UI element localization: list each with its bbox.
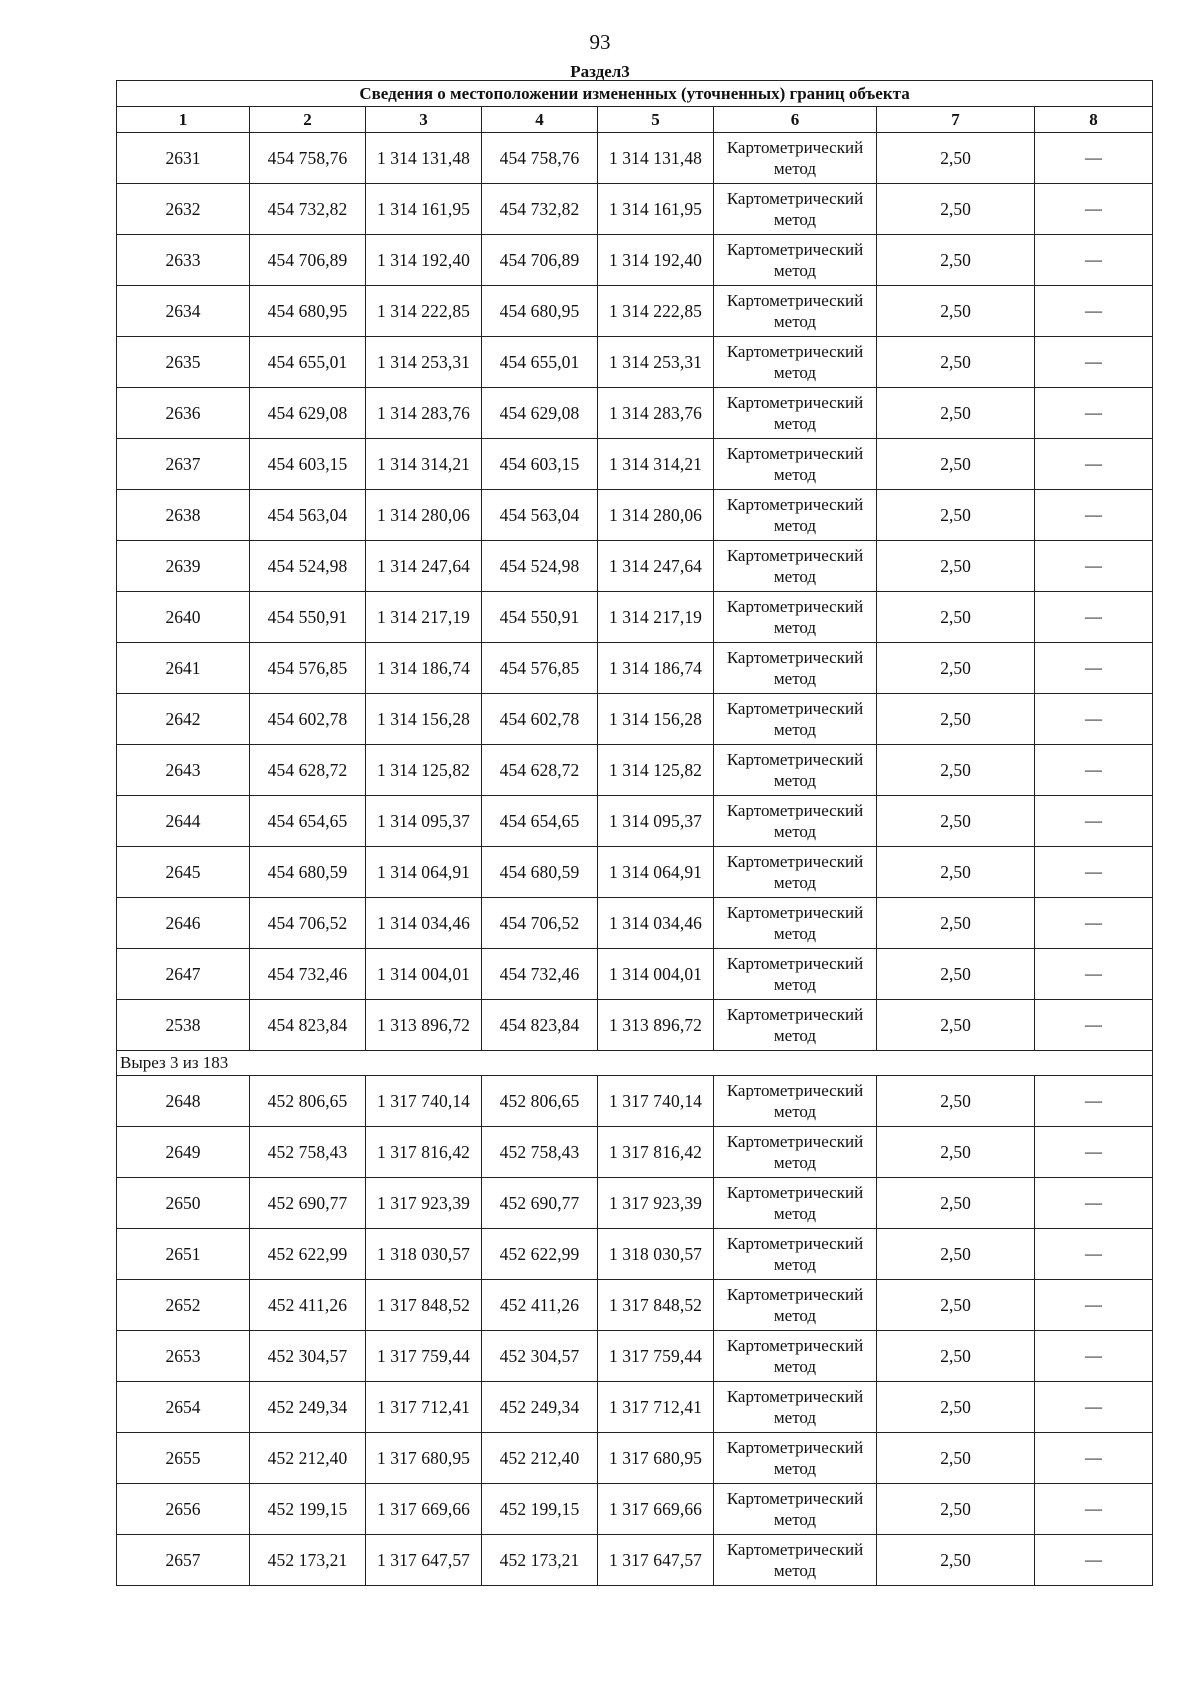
- x-new-cell: 454 563,04: [482, 490, 598, 541]
- point-number-cell: 2633: [117, 235, 250, 286]
- accuracy-cell: 2,50: [877, 643, 1035, 694]
- point-number-cell: 2635: [117, 337, 250, 388]
- y-new-cell: 1 314 131,48: [598, 133, 714, 184]
- x-new-cell: 454 758,76: [482, 133, 598, 184]
- y-new-cell: 1 317 816,42: [598, 1127, 714, 1178]
- point-number-cell: 2538: [117, 1000, 250, 1051]
- method-cell: Картометрический метод: [714, 439, 877, 490]
- accuracy-cell: 2,50: [877, 949, 1035, 1000]
- accuracy-cell: 2,50: [877, 1382, 1035, 1433]
- method-cell: Картометрический метод: [714, 133, 877, 184]
- y-existing-cell: 1 317 816,42: [366, 1127, 482, 1178]
- x-existing-cell: 454 680,59: [250, 847, 366, 898]
- y-existing-cell: 1 314 222,85: [366, 286, 482, 337]
- x-existing-cell: 454 524,98: [250, 541, 366, 592]
- y-existing-cell: 1 317 740,14: [366, 1076, 482, 1127]
- x-existing-cell: 454 654,65: [250, 796, 366, 847]
- y-new-cell: 1 314 247,64: [598, 541, 714, 592]
- column-number-3: 3: [366, 107, 482, 133]
- table-row: [117, 235, 1153, 286]
- accuracy-cell: 2,50: [877, 490, 1035, 541]
- accuracy-cell: 2,50: [877, 388, 1035, 439]
- x-new-cell: 452 173,21: [482, 1535, 598, 1586]
- y-existing-cell: 1 314 186,74: [366, 643, 482, 694]
- accuracy-cell: 2,50: [877, 694, 1035, 745]
- y-new-cell: 1 314 217,19: [598, 592, 714, 643]
- point-number-cell: 2645: [117, 847, 250, 898]
- accuracy-cell: 2,50: [877, 1433, 1035, 1484]
- x-new-cell: 454 628,72: [482, 745, 598, 796]
- accuracy-cell: 2,50: [877, 133, 1035, 184]
- table-row: [117, 1178, 1153, 1229]
- x-new-cell: 452 758,43: [482, 1127, 598, 1178]
- y-new-cell: 1 317 923,39: [598, 1178, 714, 1229]
- x-new-cell: 454 654,65: [482, 796, 598, 847]
- point-number-cell: 2651: [117, 1229, 250, 1280]
- y-new-cell: 1 314 253,31: [598, 337, 714, 388]
- table-row: [117, 1535, 1153, 1586]
- x-new-cell: 454 680,95: [482, 286, 598, 337]
- point-number-cell: 2632: [117, 184, 250, 235]
- point-number-cell: 2644: [117, 796, 250, 847]
- x-existing-cell: 454 680,95: [250, 286, 366, 337]
- table-row: [117, 1076, 1153, 1127]
- x-existing-cell: 452 304,57: [250, 1331, 366, 1382]
- y-new-cell: 1 314 222,85: [598, 286, 714, 337]
- group-label-row: [117, 1051, 1153, 1076]
- method-cell: Картометрический метод: [714, 1127, 877, 1178]
- x-existing-cell: 452 199,15: [250, 1484, 366, 1535]
- x-new-cell: 454 603,15: [482, 439, 598, 490]
- method-cell: Картометрический метод: [714, 694, 877, 745]
- method-cell: Картометрический метод: [714, 745, 877, 796]
- column-number-4: 4: [482, 107, 598, 133]
- description-cell: —: [1035, 1484, 1153, 1535]
- x-existing-cell: 452 690,77: [250, 1178, 366, 1229]
- y-existing-cell: 1 317 848,52: [366, 1280, 482, 1331]
- y-new-cell: 1 314 095,37: [598, 796, 714, 847]
- table-row: [117, 388, 1153, 439]
- y-new-cell: 1 314 064,91: [598, 847, 714, 898]
- point-number-cell: 2636: [117, 388, 250, 439]
- accuracy-cell: 2,50: [877, 592, 1035, 643]
- point-number-cell: 2642: [117, 694, 250, 745]
- y-new-cell: 1 314 186,74: [598, 643, 714, 694]
- x-new-cell: 454 550,91: [482, 592, 598, 643]
- point-number-cell: 2654: [117, 1382, 250, 1433]
- method-cell: Картометрический метод: [714, 1535, 877, 1586]
- method-cell: Картометрический метод: [714, 847, 877, 898]
- description-cell: —: [1035, 949, 1153, 1000]
- description-cell: —: [1035, 694, 1153, 745]
- table-row: [117, 1280, 1153, 1331]
- point-number-cell: 2653: [117, 1331, 250, 1382]
- section-title: Раздел3: [570, 62, 630, 81]
- y-existing-cell: 1 317 647,57: [366, 1535, 482, 1586]
- method-cell: Картометрический метод: [714, 1229, 877, 1280]
- table-row: [117, 1382, 1153, 1433]
- description-cell: —: [1035, 490, 1153, 541]
- method-cell: Картометрический метод: [714, 796, 877, 847]
- y-new-cell: 1 317 680,95: [598, 1433, 714, 1484]
- table-row: [117, 337, 1153, 388]
- accuracy-cell: 2,50: [877, 337, 1035, 388]
- description-cell: —: [1035, 1433, 1153, 1484]
- accuracy-cell: 2,50: [877, 286, 1035, 337]
- x-existing-cell: 454 823,84: [250, 1000, 366, 1051]
- accuracy-cell: 2,50: [877, 745, 1035, 796]
- accuracy-cell: 2,50: [877, 541, 1035, 592]
- x-new-cell: 454 576,85: [482, 643, 598, 694]
- x-existing-cell: 452 249,34: [250, 1382, 366, 1433]
- table-row: [117, 592, 1153, 643]
- method-cell: Картометрический метод: [714, 337, 877, 388]
- table-row: [117, 949, 1153, 1000]
- accuracy-cell: 2,50: [877, 1484, 1035, 1535]
- page-number: 93: [589, 30, 611, 54]
- table-row: [117, 1433, 1153, 1484]
- table-row: [117, 541, 1153, 592]
- description-cell: —: [1035, 847, 1153, 898]
- table-row: [117, 439, 1153, 490]
- y-existing-cell: 1 314 034,46: [366, 898, 482, 949]
- y-existing-cell: 1 314 314,21: [366, 439, 482, 490]
- y-existing-cell: 1 317 669,66: [366, 1484, 482, 1535]
- x-existing-cell: 454 576,85: [250, 643, 366, 694]
- x-new-cell: 454 602,78: [482, 694, 598, 745]
- description-cell: —: [1035, 1280, 1153, 1331]
- x-existing-cell: 452 411,26: [250, 1280, 366, 1331]
- column-number-6: 6: [714, 107, 877, 133]
- x-existing-cell: 454 655,01: [250, 337, 366, 388]
- table-row: [117, 286, 1153, 337]
- x-new-cell: 454 706,89: [482, 235, 598, 286]
- column-number-7: 7: [877, 107, 1035, 133]
- table-row: [117, 1127, 1153, 1178]
- accuracy-cell: 2,50: [877, 1280, 1035, 1331]
- column-number-5: 5: [598, 107, 714, 133]
- description-cell: —: [1035, 1127, 1153, 1178]
- accuracy-cell: 2,50: [877, 1331, 1035, 1382]
- y-existing-cell: 1 313 896,72: [366, 1000, 482, 1051]
- description-cell: —: [1035, 898, 1153, 949]
- column-number-8: 8: [1035, 107, 1153, 133]
- y-existing-cell: 1 318 030,57: [366, 1229, 482, 1280]
- description-cell: —: [1035, 439, 1153, 490]
- accuracy-cell: 2,50: [877, 1000, 1035, 1051]
- accuracy-cell: 2,50: [877, 235, 1035, 286]
- x-new-cell: 452 249,34: [482, 1382, 598, 1433]
- x-new-cell: 454 524,98: [482, 541, 598, 592]
- point-number-cell: 2656: [117, 1484, 250, 1535]
- y-existing-cell: 1 314 280,06: [366, 490, 482, 541]
- description-cell: —: [1035, 235, 1153, 286]
- boundary-coordinates-table: [116, 80, 1153, 1586]
- accuracy-cell: 2,50: [877, 1535, 1035, 1586]
- y-new-cell: 1 314 314,21: [598, 439, 714, 490]
- point-number-cell: 2650: [117, 1178, 250, 1229]
- description-cell: —: [1035, 133, 1153, 184]
- x-new-cell: 452 806,65: [482, 1076, 598, 1127]
- table-row: [117, 694, 1153, 745]
- method-cell: Картометрический метод: [714, 1000, 877, 1051]
- x-new-cell: 454 629,08: [482, 388, 598, 439]
- y-new-cell: 1 314 280,06: [598, 490, 714, 541]
- method-cell: Картометрический метод: [714, 1280, 877, 1331]
- y-existing-cell: 1 314 217,19: [366, 592, 482, 643]
- accuracy-cell: 2,50: [877, 439, 1035, 490]
- table-row: [117, 1229, 1153, 1280]
- method-cell: Картометрический метод: [714, 541, 877, 592]
- point-number-cell: 2652: [117, 1280, 250, 1331]
- x-new-cell: 452 622,99: [482, 1229, 598, 1280]
- description-cell: —: [1035, 541, 1153, 592]
- x-existing-cell: 454 550,91: [250, 592, 366, 643]
- y-existing-cell: 1 314 064,91: [366, 847, 482, 898]
- method-cell: Картометрический метод: [714, 490, 877, 541]
- description-cell: —: [1035, 796, 1153, 847]
- x-new-cell: 452 212,40: [482, 1433, 598, 1484]
- point-number-cell: 2646: [117, 898, 250, 949]
- y-existing-cell: 1 317 680,95: [366, 1433, 482, 1484]
- y-new-cell: 1 314 161,95: [598, 184, 714, 235]
- point-number-cell: 2634: [117, 286, 250, 337]
- description-cell: —: [1035, 286, 1153, 337]
- y-existing-cell: 1 317 712,41: [366, 1382, 482, 1433]
- description-cell: —: [1035, 1229, 1153, 1280]
- point-number-cell: 2639: [117, 541, 250, 592]
- x-existing-cell: 454 706,52: [250, 898, 366, 949]
- method-cell: Картометрический метод: [714, 1382, 877, 1433]
- point-number-cell: 2657: [117, 1535, 250, 1586]
- table-row: [117, 133, 1153, 184]
- accuracy-cell: 2,50: [877, 1076, 1035, 1127]
- y-existing-cell: 1 314 125,82: [366, 745, 482, 796]
- table-caption: Сведения о местоположении измененных (уточненных) границ объекта: [117, 81, 1153, 107]
- accuracy-cell: 2,50: [877, 1229, 1035, 1280]
- y-new-cell: 1 314 156,28: [598, 694, 714, 745]
- table-row: [117, 796, 1153, 847]
- x-new-cell: 454 823,84: [482, 1000, 598, 1051]
- table-body: [117, 133, 1153, 1586]
- y-new-cell: 1 314 004,01: [598, 949, 714, 1000]
- method-cell: Картометрический метод: [714, 1331, 877, 1382]
- y-new-cell: 1 313 896,72: [598, 1000, 714, 1051]
- x-existing-cell: 454 563,04: [250, 490, 366, 541]
- table-row: [117, 898, 1153, 949]
- method-cell: Картометрический метод: [714, 1433, 877, 1484]
- accuracy-cell: 2,50: [877, 1127, 1035, 1178]
- table-row: [117, 490, 1153, 541]
- x-new-cell: 452 690,77: [482, 1178, 598, 1229]
- accuracy-cell: 2,50: [877, 796, 1035, 847]
- method-cell: Картометрический метод: [714, 643, 877, 694]
- x-new-cell: 454 706,52: [482, 898, 598, 949]
- method-cell: Картометрический метод: [714, 388, 877, 439]
- column-number-2: 2: [250, 107, 366, 133]
- point-number-cell: 2647: [117, 949, 250, 1000]
- point-number-cell: 2648: [117, 1076, 250, 1127]
- x-existing-cell: 452 173,21: [250, 1535, 366, 1586]
- method-cell: Картометрический метод: [714, 949, 877, 1000]
- description-cell: —: [1035, 388, 1153, 439]
- table-row: [117, 643, 1153, 694]
- x-existing-cell: 452 758,43: [250, 1127, 366, 1178]
- table-row: [117, 1000, 1153, 1051]
- x-existing-cell: 452 622,99: [250, 1229, 366, 1280]
- method-cell: Картометрический метод: [714, 1076, 877, 1127]
- group-label: Вырез 3 из 183: [117, 1051, 1153, 1076]
- y-new-cell: 1 314 125,82: [598, 745, 714, 796]
- x-existing-cell: 454 706,89: [250, 235, 366, 286]
- y-new-cell: 1 318 030,57: [598, 1229, 714, 1280]
- y-existing-cell: 1 314 247,64: [366, 541, 482, 592]
- description-cell: —: [1035, 1382, 1153, 1433]
- column-number-row: [117, 107, 1153, 133]
- table-row: [117, 1331, 1153, 1382]
- x-existing-cell: 454 603,15: [250, 439, 366, 490]
- accuracy-cell: 2,50: [877, 847, 1035, 898]
- x-existing-cell: 454 602,78: [250, 694, 366, 745]
- x-existing-cell: 454 732,82: [250, 184, 366, 235]
- method-cell: Картометрический метод: [714, 898, 877, 949]
- x-existing-cell: 454 629,08: [250, 388, 366, 439]
- description-cell: —: [1035, 337, 1153, 388]
- x-existing-cell: 454 758,76: [250, 133, 366, 184]
- description-cell: —: [1035, 1076, 1153, 1127]
- y-new-cell: 1 314 192,40: [598, 235, 714, 286]
- description-cell: —: [1035, 1178, 1153, 1229]
- point-number-cell: 2640: [117, 592, 250, 643]
- x-existing-cell: 452 806,65: [250, 1076, 366, 1127]
- table-row: [117, 745, 1153, 796]
- x-new-cell: 454 732,46: [482, 949, 598, 1000]
- table-row: [117, 184, 1153, 235]
- description-cell: —: [1035, 184, 1153, 235]
- y-existing-cell: 1 317 759,44: [366, 1331, 482, 1382]
- method-cell: Картометрический метод: [714, 592, 877, 643]
- y-existing-cell: 1 314 131,48: [366, 133, 482, 184]
- y-new-cell: 1 317 848,52: [598, 1280, 714, 1331]
- y-new-cell: 1 317 669,66: [598, 1484, 714, 1535]
- accuracy-cell: 2,50: [877, 1178, 1035, 1229]
- y-existing-cell: 1 314 192,40: [366, 235, 482, 286]
- point-number-cell: 2638: [117, 490, 250, 541]
- point-number-cell: 2655: [117, 1433, 250, 1484]
- y-new-cell: 1 317 759,44: [598, 1331, 714, 1382]
- x-existing-cell: 454 628,72: [250, 745, 366, 796]
- x-existing-cell: 452 212,40: [250, 1433, 366, 1484]
- x-new-cell: 454 655,01: [482, 337, 598, 388]
- table-row: [117, 1484, 1153, 1535]
- y-new-cell: 1 317 647,57: [598, 1535, 714, 1586]
- method-cell: Картометрический метод: [714, 1484, 877, 1535]
- description-cell: —: [1035, 643, 1153, 694]
- y-existing-cell: 1 317 923,39: [366, 1178, 482, 1229]
- y-existing-cell: 1 314 156,28: [366, 694, 482, 745]
- x-existing-cell: 454 732,46: [250, 949, 366, 1000]
- y-existing-cell: 1 314 283,76: [366, 388, 482, 439]
- point-number-cell: 2637: [117, 439, 250, 490]
- accuracy-cell: 2,50: [877, 184, 1035, 235]
- column-number-1: 1: [117, 107, 250, 133]
- point-number-cell: 2631: [117, 133, 250, 184]
- table-row: [117, 847, 1153, 898]
- description-cell: —: [1035, 1000, 1153, 1051]
- y-new-cell: 1 314 034,46: [598, 898, 714, 949]
- description-cell: —: [1035, 1535, 1153, 1586]
- y-new-cell: 1 317 712,41: [598, 1382, 714, 1433]
- description-cell: —: [1035, 592, 1153, 643]
- point-number-cell: 2643: [117, 745, 250, 796]
- method-cell: Картометрический метод: [714, 1178, 877, 1229]
- accuracy-cell: 2,50: [877, 898, 1035, 949]
- x-new-cell: 452 304,57: [482, 1331, 598, 1382]
- method-cell: Картометрический метод: [714, 184, 877, 235]
- method-cell: Картометрический метод: [714, 286, 877, 337]
- method-cell: Картометрический метод: [714, 235, 877, 286]
- y-existing-cell: 1 314 004,01: [366, 949, 482, 1000]
- x-new-cell: 454 732,82: [482, 184, 598, 235]
- point-number-cell: 2641: [117, 643, 250, 694]
- y-existing-cell: 1 314 253,31: [366, 337, 482, 388]
- x-new-cell: 452 199,15: [482, 1484, 598, 1535]
- point-number-cell: 2649: [117, 1127, 250, 1178]
- y-new-cell: 1 314 283,76: [598, 388, 714, 439]
- description-cell: —: [1035, 1331, 1153, 1382]
- y-new-cell: 1 317 740,14: [598, 1076, 714, 1127]
- description-cell: —: [1035, 745, 1153, 796]
- y-existing-cell: 1 314 161,95: [366, 184, 482, 235]
- x-new-cell: 452 411,26: [482, 1280, 598, 1331]
- x-new-cell: 454 680,59: [482, 847, 598, 898]
- y-existing-cell: 1 314 095,37: [366, 796, 482, 847]
